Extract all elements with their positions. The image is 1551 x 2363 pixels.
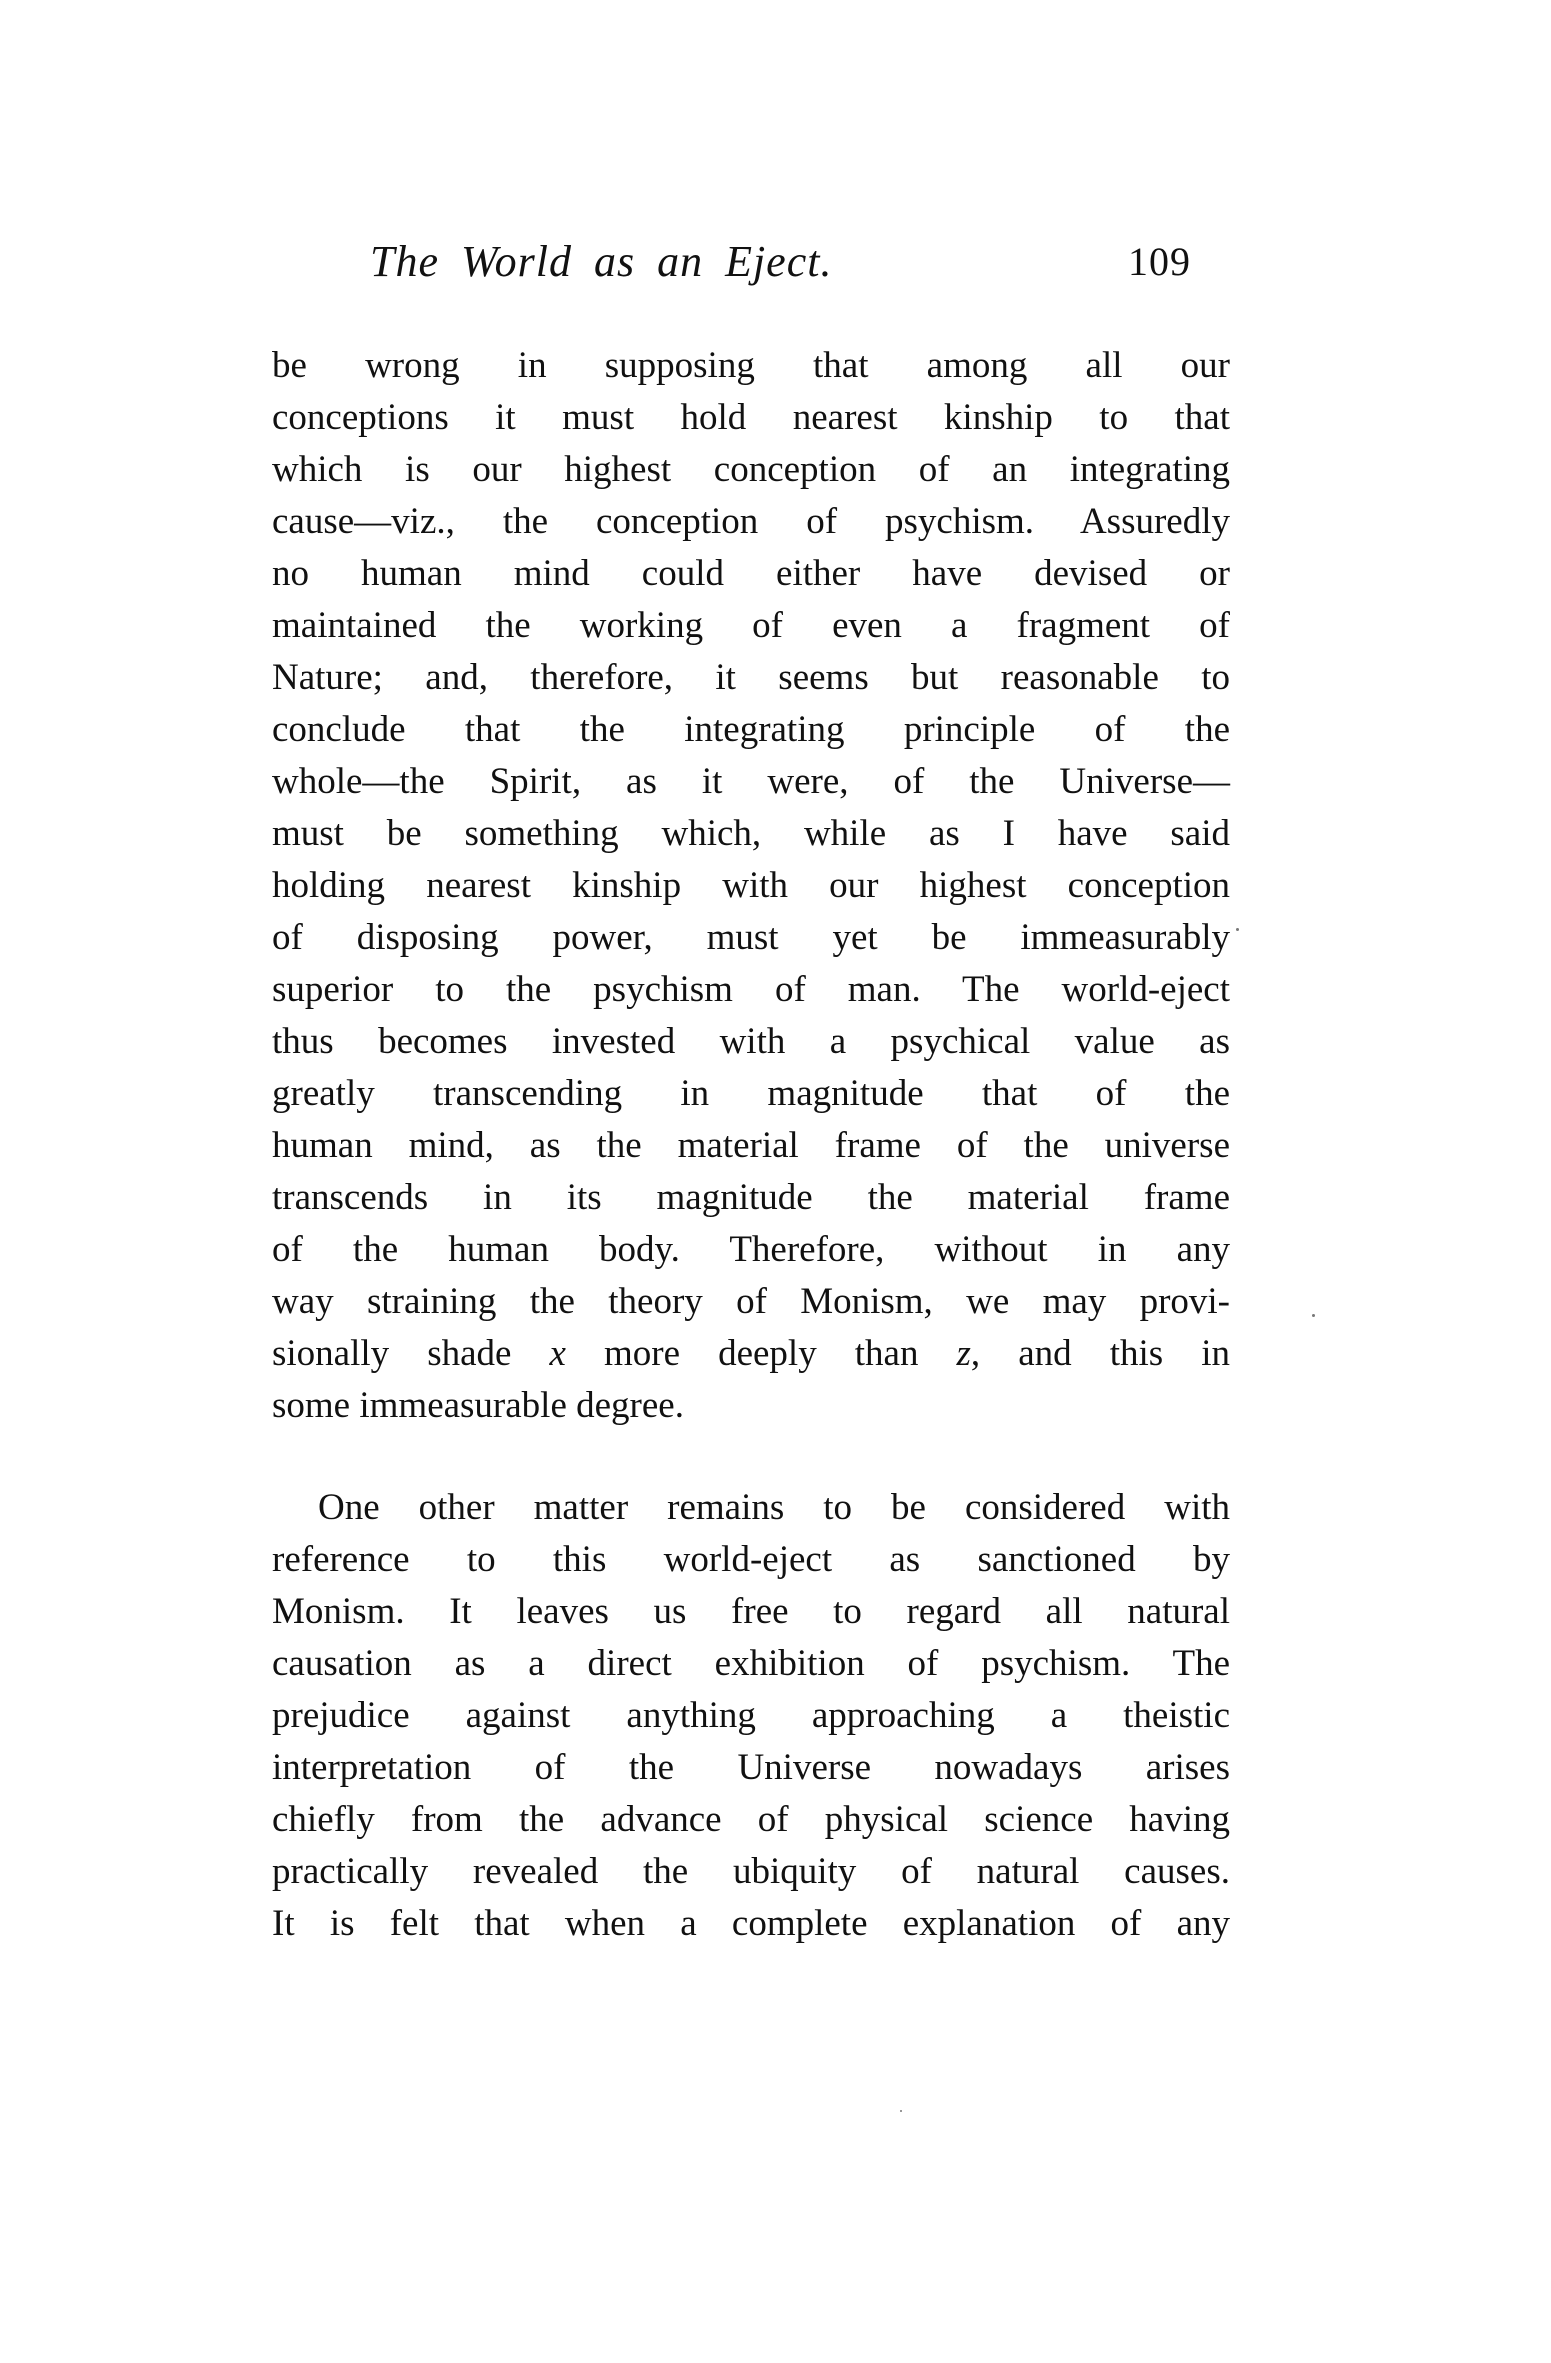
text-line: of disposing power, must yet be immeasurably bbox=[272, 917, 1230, 958]
running-title: The World as an Eject. bbox=[370, 237, 833, 286]
text-line: no human mind could either have devised or bbox=[272, 553, 1230, 594]
text-line: conceptions it must hold nearest kinship to that bbox=[272, 397, 1230, 438]
text-line: transcends in its magnitude the material frame bbox=[272, 1177, 1230, 1218]
text-line: way straining the theory of Monism, we may provi- bbox=[272, 1281, 1230, 1322]
text-line: of the human body. Therefore, without in any bbox=[272, 1229, 1230, 1270]
text-line: thus becomes invested with a psychical value as bbox=[272, 1021, 1230, 1062]
text-line: interpretation of the Universe nowadays arises bbox=[272, 1747, 1230, 1788]
variable-z: z bbox=[956, 1333, 971, 1374]
paragraph bbox=[272, 1482, 1230, 1950]
text-line: must be something which, while as I have said bbox=[272, 813, 1230, 854]
text-line-with-variables bbox=[272, 1328, 1230, 1380]
text-line: some immeasurable degree. bbox=[272, 1385, 684, 1426]
text-line: greatly transcending in magnitude that of the bbox=[272, 1073, 1230, 1114]
variable-x: x bbox=[549, 1333, 566, 1374]
text-line: human mind, as the material frame of the universe bbox=[272, 1125, 1230, 1166]
text-line: holding nearest kinship with our highest conception bbox=[272, 865, 1230, 906]
text-line: One other matter remains to be considered with bbox=[318, 1487, 1230, 1528]
paragraph-continued bbox=[272, 340, 1230, 1432]
text-line: cause—viz., the conception of psychism. Assuredly bbox=[272, 501, 1230, 542]
text-fragment: more deeply than bbox=[565, 1333, 957, 1374]
page-number: 109 bbox=[1128, 239, 1191, 284]
text-line: Monism. It leaves us free to regard all natural bbox=[272, 1591, 1230, 1632]
text-line: conclude that the integrating principle of the bbox=[272, 709, 1230, 750]
scan-speck bbox=[900, 2110, 902, 2112]
text-line: reference to this world-eject as sanctioned by bbox=[272, 1539, 1230, 1580]
text-line: causation as a direct exhibition of psychism. The bbox=[272, 1643, 1230, 1684]
text-line: be wrong in supposing that among all our bbox=[272, 345, 1230, 386]
text-line: chiefly from the advance of physical science having bbox=[272, 1799, 1230, 1840]
text-line: It is felt that when a complete explanation of any bbox=[272, 1903, 1230, 1944]
text-line: superior to the psychism of man. The world-eject bbox=[272, 969, 1230, 1010]
text-line: whole—the Spirit, as it were, of the Universe— bbox=[272, 761, 1230, 802]
text-line: which is our highest conception of an integrating bbox=[272, 449, 1230, 490]
text-line: prejudice against anything approaching a theistic bbox=[272, 1695, 1230, 1736]
scan-speck bbox=[1312, 1314, 1315, 1317]
scan-speck bbox=[1236, 928, 1239, 931]
running-head bbox=[270, 236, 1230, 296]
text-line: Nature; and, therefore, it seems but reasonable to bbox=[272, 657, 1230, 698]
text-fragment: , and this in bbox=[970, 1333, 1230, 1374]
text-line: practically revealed the ubiquity of natural causes. bbox=[272, 1851, 1230, 1892]
text-fragment: sionally shade bbox=[272, 1333, 550, 1374]
text-line: maintained the working of even a fragment of bbox=[272, 605, 1230, 646]
